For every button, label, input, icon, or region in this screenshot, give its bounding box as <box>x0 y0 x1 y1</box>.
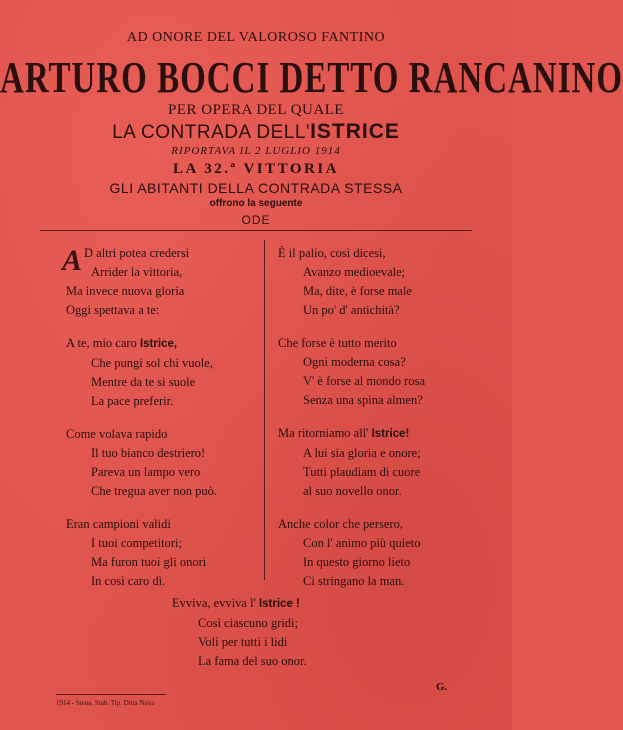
column-divider <box>264 240 265 580</box>
verse-text: A te, mio caro <box>66 336 140 350</box>
verse-line: D altri potea credersi <box>84 246 190 260</box>
stanza <box>66 244 256 320</box>
istrice-highlight: Istrice! <box>371 428 410 440</box>
jockey-name: ARTURO BOCCI DETTO RANCANINO <box>0 54 623 103</box>
verse-line: Ma, dite, è forse male <box>303 284 412 298</box>
ode-title: ODE <box>241 213 271 227</box>
verse-line: Ma furon tuoi gli onori <box>91 555 207 569</box>
verse-line: Senza una spina almen? <box>303 393 423 407</box>
verse-line: Tutti plaudiam di cuore <box>303 465 421 479</box>
verse-line: La fama del suo onor. <box>198 654 307 668</box>
printer-imprint: 1914 - Siena, Stab. Tip. Ditta Nava <box>56 699 155 707</box>
verse-line: Ogni moderna cosa? <box>303 355 406 369</box>
stanza <box>278 424 478 501</box>
dedication: AD ONORE DEL VALOROSO FANTINO <box>126 30 386 45</box>
by-way-of: PER OPERA DEL QUALE <box>167 102 345 118</box>
verse-line <box>278 424 478 444</box>
verse-line: Voli per tutti i lidi <box>198 635 288 649</box>
stanza <box>278 515 478 591</box>
contrada-name: ISTRICE <box>310 120 400 143</box>
verse-line: Il tuo bianco destriero! <box>91 446 206 460</box>
verse-line: Un po' d' antichità? <box>303 303 400 317</box>
verse-line: Avanzo medioevale; <box>303 265 406 279</box>
stanza <box>66 425 256 501</box>
dropcap-letter: A <box>62 244 83 277</box>
ode-rule <box>40 230 472 231</box>
verse-line: Pareva un lampo vero <box>91 465 201 479</box>
verse-line: I tuoi competitori; <box>91 536 182 550</box>
verse-line: Come volava rapido <box>66 427 168 441</box>
page-mark: G. <box>436 681 448 693</box>
verse-line: Oggi spettava a te: <box>66 303 160 317</box>
inhabitants-line: GLI ABITANTI DELLA CONTRADA STESSA <box>109 180 403 196</box>
verse-line: Ci stringano la man. <box>303 574 405 588</box>
verse-line: Che pungi sol chi vuole, <box>91 356 213 370</box>
stanza <box>278 244 478 320</box>
contrada-line <box>0 120 512 144</box>
verse-line: In così caro dì. <box>91 574 166 588</box>
verse-line: Che tregua aver non può. <box>91 484 218 498</box>
offer-line: offrono la seguente <box>209 198 303 209</box>
right-column <box>278 244 478 605</box>
printer-rule <box>56 694 166 695</box>
victory-number: LA 32.ª VITTORIA <box>172 161 340 177</box>
left-column <box>66 244 256 605</box>
contrada-prefix: LA CONTRADA DELL' <box>112 122 311 143</box>
istrice-highlight: Istrice, <box>139 338 178 350</box>
verse-text: Evviva, evviva l' <box>172 596 259 610</box>
verse-line: al suo novello onor. <box>303 484 402 498</box>
verse-line: A lui sia gloria e onore; <box>303 446 421 460</box>
stanza <box>66 334 256 411</box>
verse-line: Così ciascuno gridi; <box>198 616 298 630</box>
istrice-highlight: Istrice ! <box>258 598 300 610</box>
date-line: RIPORTAVA IL 2 LUGLIO 1914 <box>171 145 341 157</box>
verse-text: Ma ritorniamo all' <box>278 426 372 440</box>
verse-line: Ma invece nuova gloria <box>66 284 185 298</box>
verse-line: Anche color che persero, <box>278 517 403 531</box>
verse-line: Che forse è tutto merito <box>278 336 397 350</box>
verse-line <box>172 594 422 614</box>
verse-line: In questo giorno lieto <box>303 555 411 569</box>
verse-line: La pace preferir. <box>91 394 174 408</box>
verse-line: Arrider la vittoria, <box>91 265 183 279</box>
verse-line: È il palio, così dicesi, <box>278 246 386 260</box>
verse-line: V' è forse al mondo rosa <box>303 374 426 388</box>
verse-line: Con l' animo più quieto <box>303 536 421 550</box>
final-stanza <box>172 594 422 671</box>
verse-line: Mentre da te si suole <box>91 375 196 389</box>
stanza <box>278 334 478 410</box>
stanza <box>66 515 256 591</box>
verse-line <box>66 334 256 354</box>
verse-line: Eran campioni validi <box>66 517 171 531</box>
